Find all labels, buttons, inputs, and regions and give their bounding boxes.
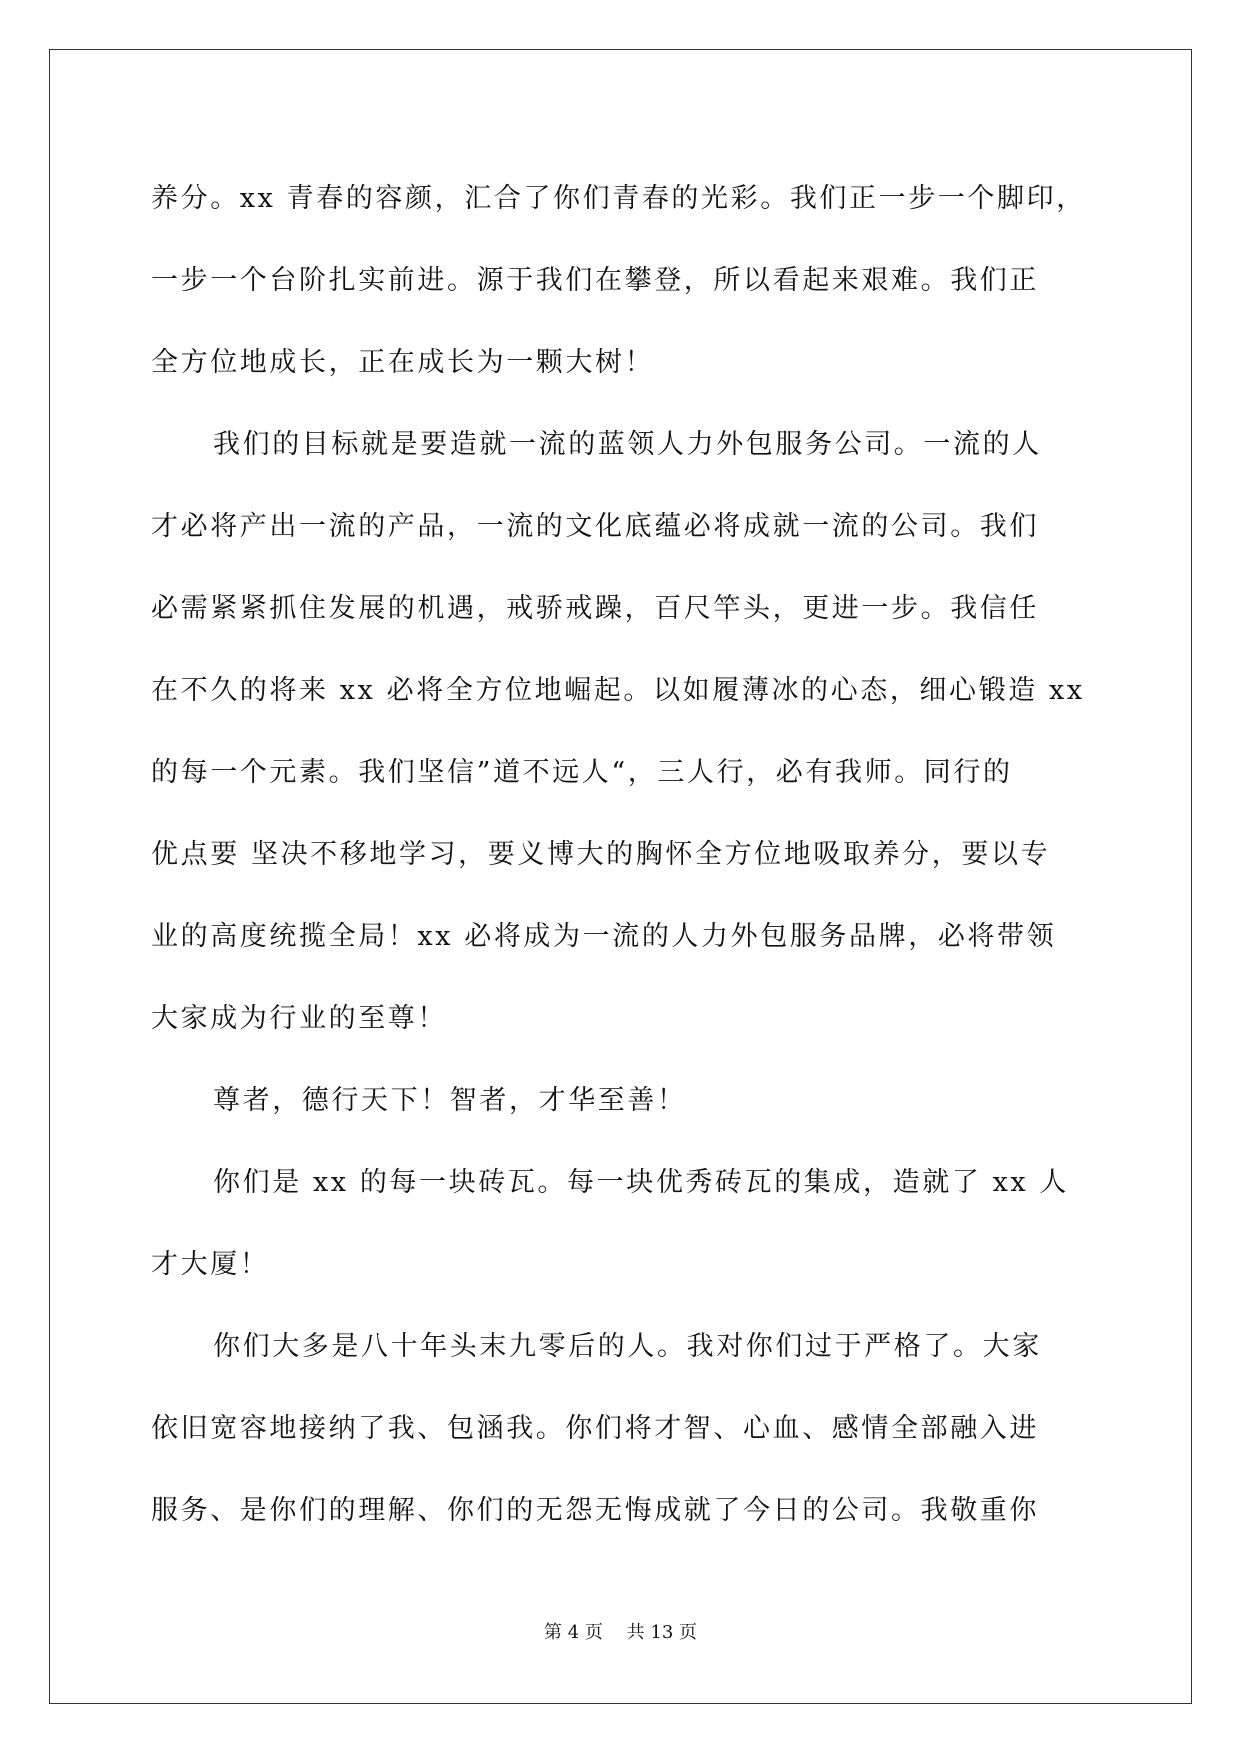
paragraph-first-line: 你们大多是八十年头末九零后的人。我对你们过于严格了。大家 (213, 1331, 1042, 1362)
text-line: 才必将产出一流的产品，一流的文化底蕴必将成就一流的公司。我们 (151, 511, 1039, 542)
text-line: 的每一个元素。我们坚信”道不远人“，三人行，必有我师。同行的 (151, 757, 1013, 788)
paragraph-first-line: 尊者，德行天下！智者，才华至善！ (213, 1085, 687, 1116)
page-footer (0, 1618, 1241, 1644)
text-line: 在不久的将来 xx 必将全方位地崛起。以如履薄冰的心态，细心锻造 xx (151, 675, 1085, 706)
paragraph-first-line: 你们是 xx 的每一块砖瓦。每一块优秀砖瓦的集成，造就了 xx 人 (213, 1167, 1070, 1198)
text-line: 依旧宽容地接纳了我、包涵我。你们将才智、心血、感情全部融入进 (151, 1413, 1039, 1444)
text-line: 服务、是你们的理解、你们的无怨无悔成就了今日的公司。我敬重你 (151, 1495, 1039, 1526)
text-line: 全方位地成长，正在成长为一颗大树！ (151, 347, 655, 378)
text-line: 一步一个台阶扎实前进。源于我们在攀登，所以看起来艰难。我们正 (151, 265, 1039, 296)
total-pages: 共 13 页 (626, 1622, 697, 1643)
page-number: 第 4 页 (544, 1622, 603, 1643)
text-line: 优点要 坚决不移地学习，要义博大的胸怀全方位地吸取养分，要以专 (151, 839, 1051, 870)
text-line: 养分。xx 青春的容颜，汇合了你们青春的光彩。我们正一步一个脚印， (151, 183, 1086, 214)
text-line: 大家成为行业的至尊！ (151, 1003, 447, 1034)
paragraph-first-line: 我们的目标就是要造就一流的蓝领人力外包服务公司。一流的人 (213, 429, 1042, 460)
text-line: 业的高度统揽全局！xx 必将成为一流的人力外包服务品牌，必将带领 (151, 921, 1057, 952)
text-line: 才大厦！ (151, 1249, 270, 1280)
text-line: 必需紧紧抓住发展的机遇，戒骄戒躁，百尺竿头，更进一步。我信任 (151, 593, 1039, 624)
